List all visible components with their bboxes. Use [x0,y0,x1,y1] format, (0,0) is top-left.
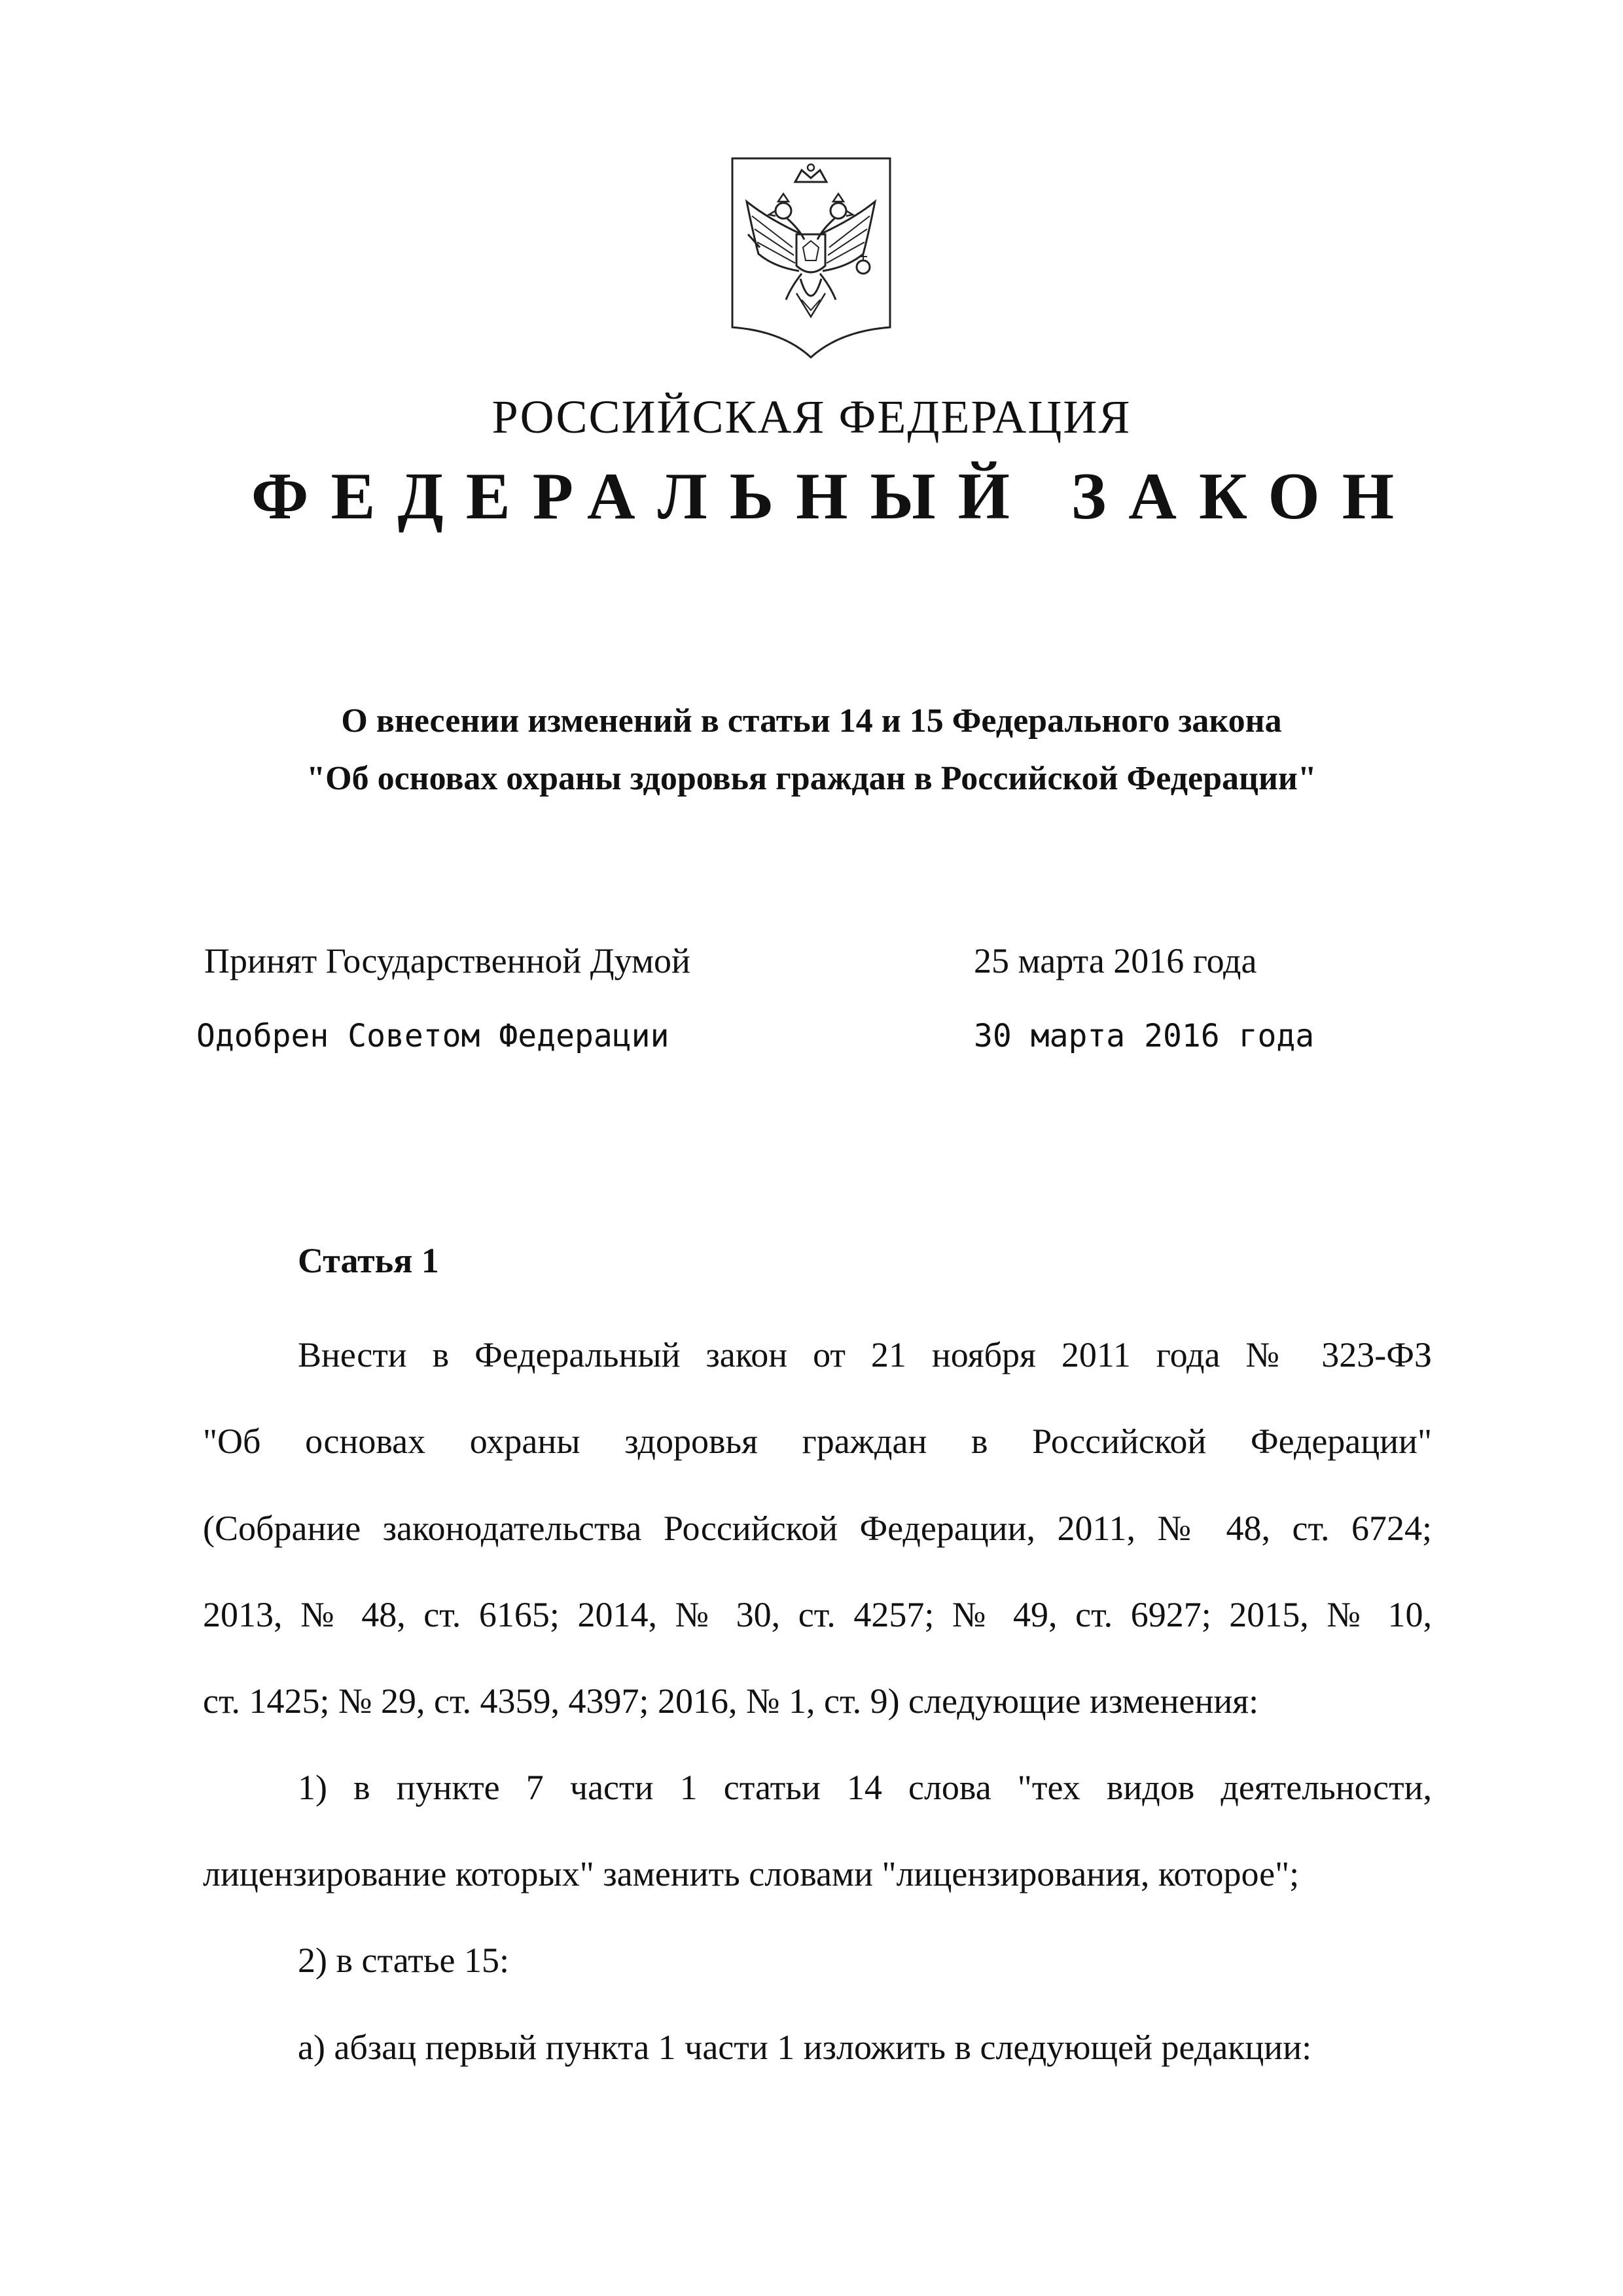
adopted-by-duma-label: Принят Государственной Думой [204,941,690,980]
article-text-line: "Об основах охраны здоровья граждан в Российской Федерации" [203,1422,1432,1461]
approved-by-council-date: 30 марта 2016 года [974,1018,1315,1054]
article-text-line: ст. 1425; № 29, ст. 4359, 4397; 2016, № 1, ст. 9) следующие изменения: [203,1681,1259,1721]
article-text-line: 1) в пункте 7 части 1 статьи 14 слова "тех видов деятельности, [298,1768,1432,1807]
article-text-line: 2) в статье 15: [298,1941,509,1980]
russian-coat-of-arms-icon [728,156,894,360]
article-text-line: а) абзац первый пункта 1 части 1 изложить в следующей редакции: [298,2028,1312,2067]
law-title-line-2: "Об основах охраны здоровья граждан в Российской Федерации" [306,760,1317,797]
adopted-by-duma-date: 25 марта 2016 года [974,941,1257,980]
document-type-heading: ФЕДЕРАЛЬНЫЙ ЗАКОН [251,459,1417,533]
country-heading: РОССИЙСКАЯ ФЕДЕРАЦИЯ [491,391,1132,443]
article-text-line: Внести в Федеральный закон от 21 ноября 2011 года № 323-ФЗ [298,1335,1432,1374]
law-title-line-1: О внесении изменений в статьи 14 и 15 Федерального закона [341,702,1282,740]
article-text-line: лицензирование которых" заменить словами "лицензирования, которое"; [203,1854,1300,1893]
approved-by-council-label: Одобрен Советом Федерации [196,1018,669,1054]
article-text-line: 2013, № 48, ст. 6165; 2014, № 30, ст. 4257; № 49, ст. 6927; 2015, № 10, [203,1595,1432,1634]
article-heading: Статья 1 [298,1241,439,1280]
article-text-line: (Собрание законодательства Российской Федерации, 2011, № 48, ст. 6724; [203,1509,1432,1548]
